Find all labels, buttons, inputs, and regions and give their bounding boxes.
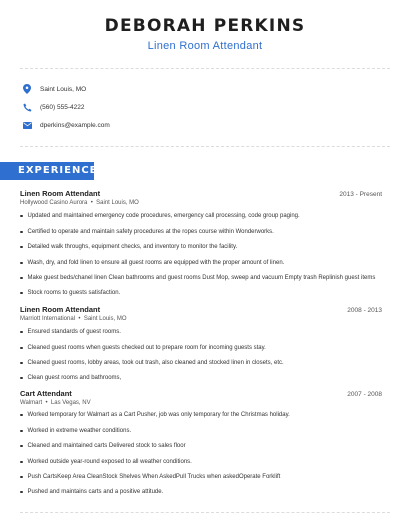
list-item: Worked temporary for Walmart as a Cart Pusher, job was only temporary for the Christmas holiday.: [20, 412, 290, 418]
job-employer: Walmart: [20, 400, 43, 406]
job-title: Linen Room Attendant: [20, 189, 101, 198]
job-title: Linen Room Attendant: [20, 305, 101, 314]
list-item: Certified to operate and maintain safety procedures at the ropes course within Wonderworks.: [20, 229, 274, 235]
list-item: Clean guest rooms and bathrooms,: [20, 375, 121, 381]
contact-phone: [22, 100, 84, 114]
list-item: Pushed and maintains carts and a positive attitude.: [20, 489, 163, 495]
divider: [20, 512, 390, 513]
job-dates: 2007 - 2008: [347, 391, 382, 398]
section-title-experience: EXPERIENCE: [18, 165, 98, 176]
list-item: Cleaned guest rooms, lobby areas, took out trash, also cleaned and stocked linen in closets, etc.: [20, 360, 284, 366]
contact-email: [22, 118, 110, 132]
job-location: Saint Louis, MO: [83, 316, 127, 322]
candidate-name: DEBORAH PERKINS: [104, 16, 306, 36]
contact-phone-text: (560) 555-4222: [40, 103, 85, 111]
contact-location-text: Saint Louis, MO: [40, 85, 87, 93]
contact-location: [22, 82, 86, 96]
candidate-role: Linen Room Attendant: [147, 40, 263, 52]
phone-icon: [22, 102, 32, 112]
divider: [20, 68, 390, 69]
list-item: Wash, dry, and fold linen to ensure all guest rooms are equipped with the proper amount of linen.: [20, 260, 284, 266]
job-dates: 2008 - 2013: [347, 307, 382, 314]
email-icon: [22, 120, 32, 130]
list-item: Worked in extreme weather conditions.: [20, 428, 131, 434]
contact-email-text: dperkins@example.com: [40, 121, 110, 129]
job-employer-location: Walmart • Las Vegas, NV: [20, 400, 91, 406]
job-employer-location: Marriott International • Saint Louis, MO: [20, 316, 127, 322]
list-item: Make guest beds/chanel linen Clean bathrooms and guest rooms Dust Mop, sweep and vacuum Empty trash Replinish guest items: [20, 275, 375, 281]
list-item: Cleaned guest rooms when guests checked out to prepare room for incoming guests stay.: [20, 345, 266, 351]
job-title: Cart Attendant: [20, 389, 72, 398]
list-item: Updated and maintained emergency code procedures, emergency call processing, code group paging.: [20, 213, 300, 219]
job-employer-location: Hollywood Casino Aurora • Saint Louis, MO: [20, 200, 139, 206]
list-item: Cleaned and maintained carts Delivered stock to sales floor: [20, 443, 186, 449]
job-employer: Hollywood Casino Aurora: [20, 200, 88, 206]
list-item: Push CartsKeep Area CleanStock Shelves When AskedPull Trucks when askedOperate Forklift: [20, 474, 280, 480]
list-item: Ensured standards of guest rooms.: [20, 329, 121, 335]
divider: [20, 146, 390, 147]
location-pin-icon: [22, 84, 32, 94]
job-location: Saint Louis, MO: [96, 200, 139, 206]
job-location: Las Vegas, NV: [50, 400, 91, 406]
job-dates: 2013 - Present: [339, 191, 382, 198]
list-item: Worked outside year-round exposed to all weather conditions.: [20, 459, 192, 465]
list-item: Detailed walk throughs, equipment checks, and inventory to monitor the facility.: [20, 244, 237, 250]
list-item: Stock rooms to guests satisfaction.: [20, 290, 120, 296]
job-employer: Marriott International: [20, 316, 76, 322]
